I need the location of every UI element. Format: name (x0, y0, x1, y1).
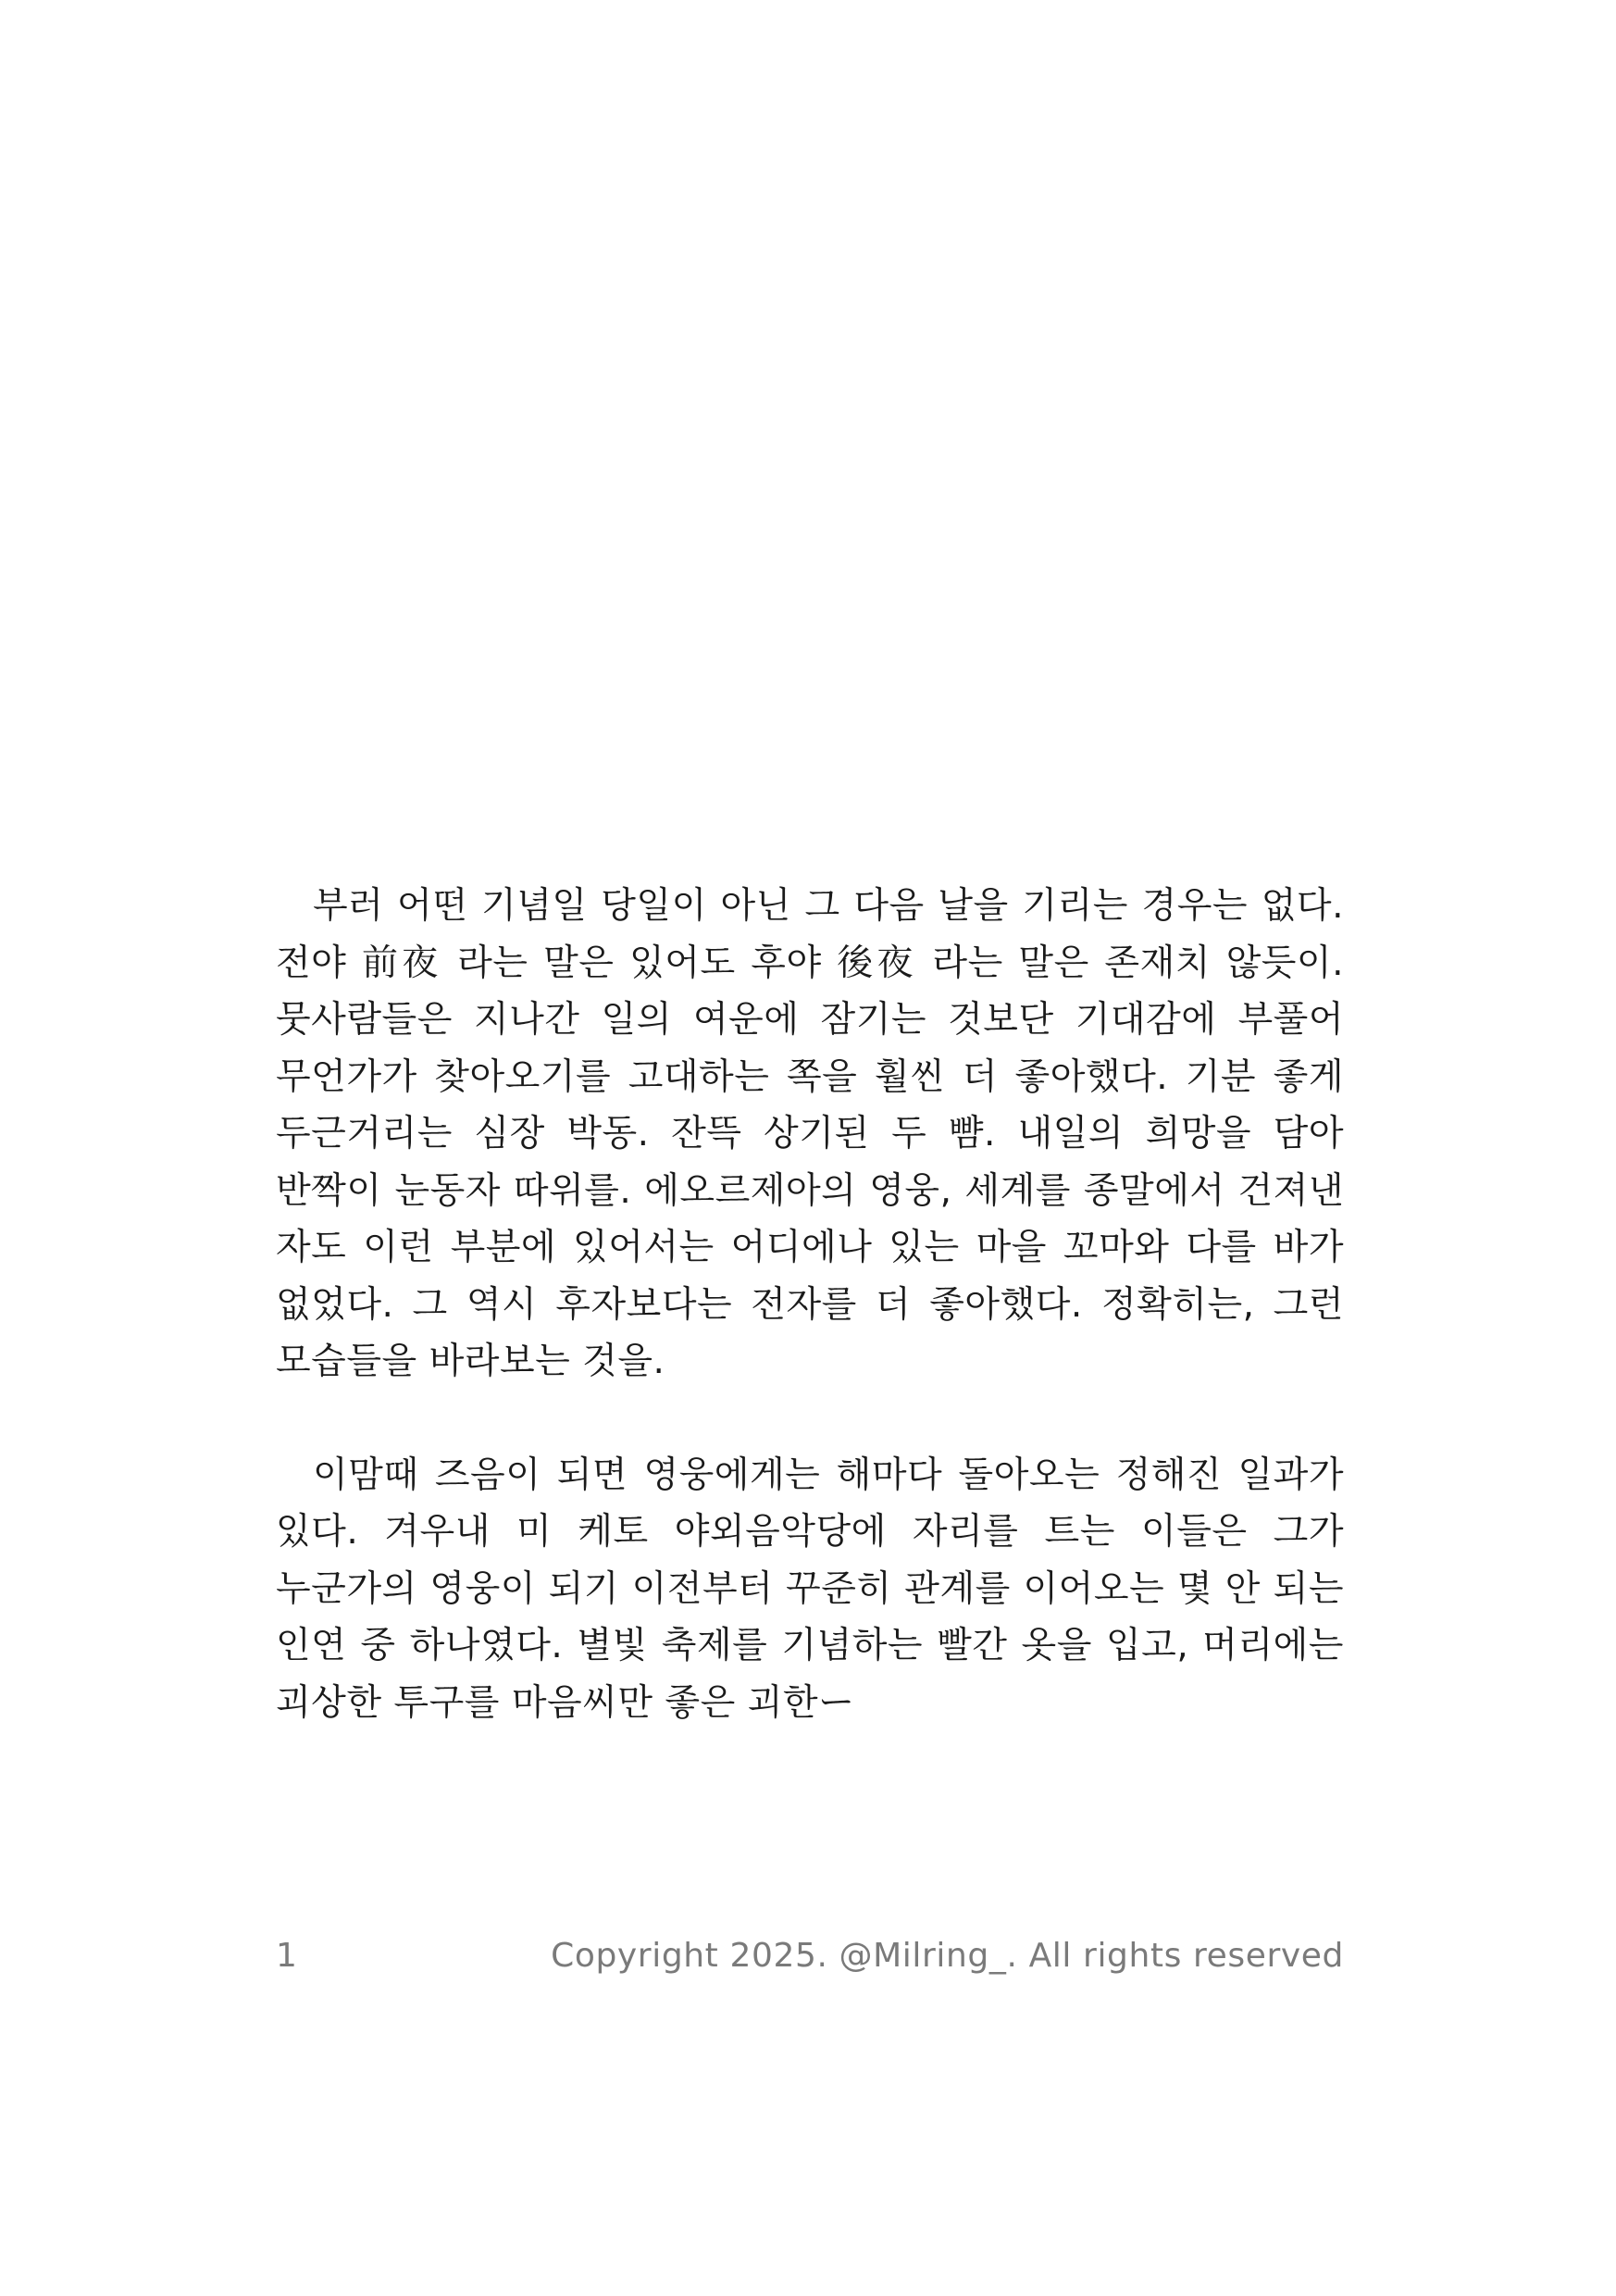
paragraph-2: 이맘때 즈음이 되면 영웅에게는 해마다 돌아오는 정해진 일과가 있다. 겨우내 미 케토 야외음악당에 자리를 트는 이들은 그가 누군가의 영웅이 되기 이전부터 꾸준히 관계를 이어오는 몇 안 되는 인연 중 하나였다. 별빛 축제를 기념하는 빨간 옷을 입고, 머리에는 괴상한 투구를 마음씨만 좋은 괴한ー (276, 1454, 1344, 1724)
copyright-notice: Copyright 2025. @Milring_. All rights reserved (551, 1937, 1344, 1975)
paragraph-1: 부러 어떤 기념일 당일이 아닌 그 다음 날을 기리는 경우는 없다. 전야 前夜 라는 말은 있어도 후야 後夜 라는 말은 존재치 않듯이. 뭇사람들은 지나간 일의 여운에 잠기는 것보단 기대감에 부풀어 무언가가 찾아오기를 고대하는 쪽을 훨씬 더 좋아했다. 기분 좋게 두근거리는 심장 박동. 잔뜩 상기된 두 뺨. 내일의 희망을 담아 반짝이 눈동자 따위를. 에오르제아의 영웅, 세계를 종말에서 건져낸 자도 이런 부분에 있어서는 어디에나 있는 마을 꼬마와 다를 바가 없었다. 그 역시 후자보다는 전자를 더 좋아했다. 정확히는, 그런 모습들을 바라보는 것을. (276, 885, 1344, 1382)
page-number: 1 (276, 1937, 297, 1975)
page-footer (276, 1933, 1344, 1979)
body-text (276, 878, 1344, 1731)
